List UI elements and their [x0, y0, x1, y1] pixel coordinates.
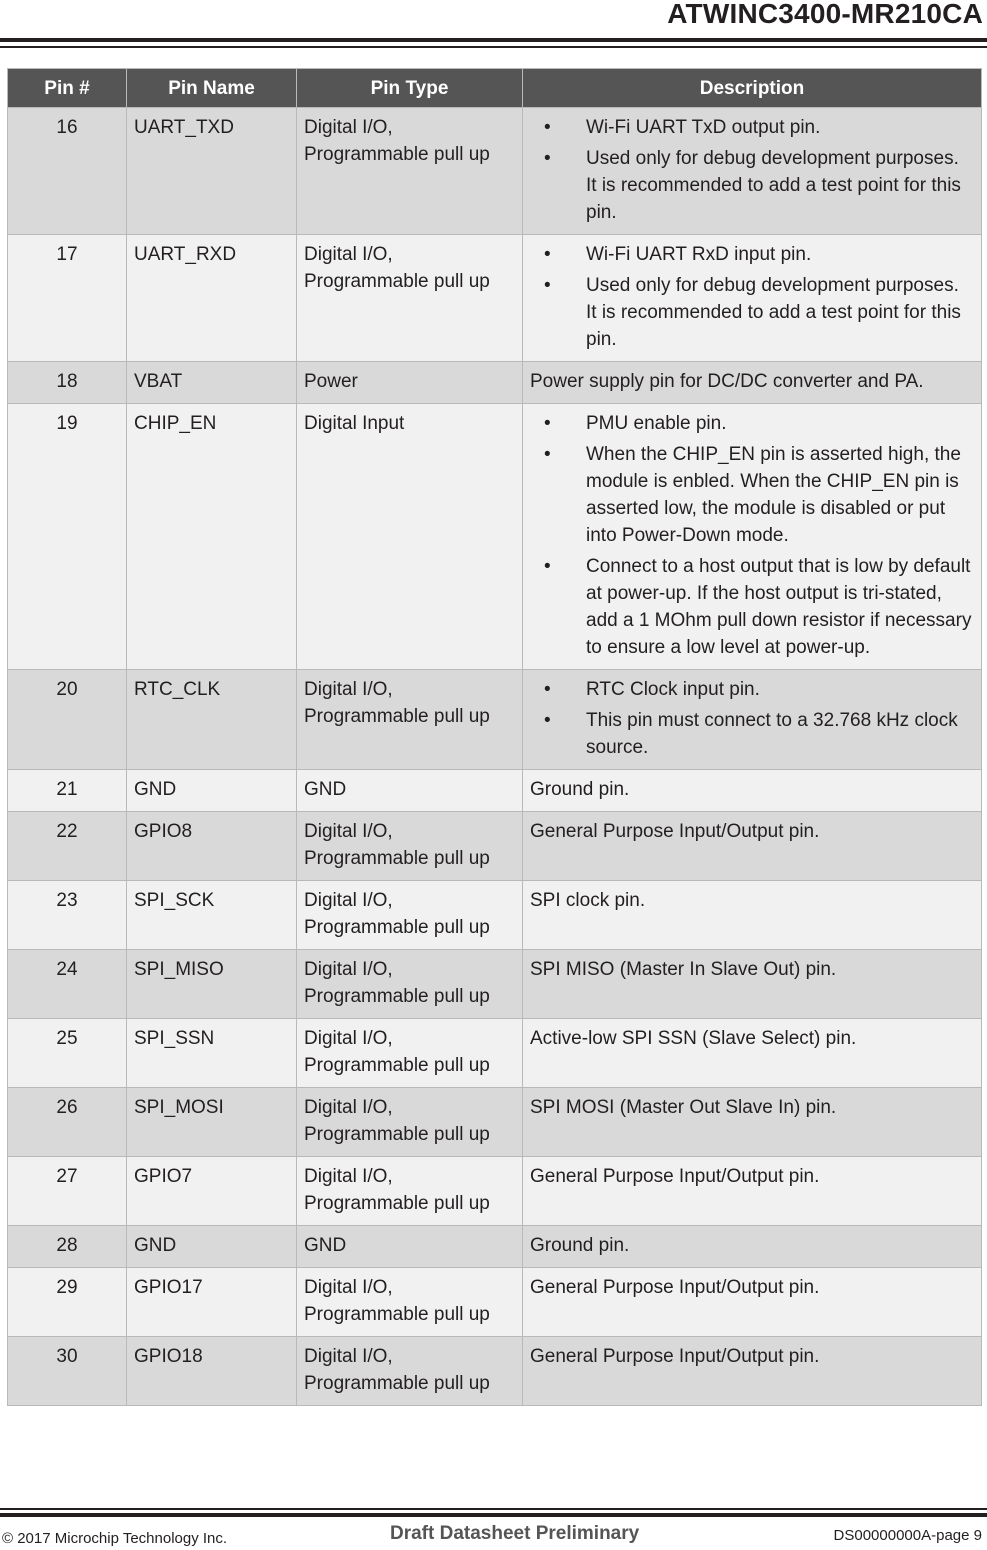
description-cell	[523, 362, 982, 404]
description-bullet-text: Wi-Fi UART TxD output pin.	[586, 117, 821, 138]
pin-type-line: Digital I/O,	[304, 821, 393, 842]
pin-name-cell: VBAT	[127, 362, 297, 404]
pin-name-cell: CHIP_EN	[127, 404, 297, 670]
pin-number-cell: 28	[8, 1226, 127, 1268]
pin-number-cell: 26	[8, 1088, 127, 1157]
description-text: Active-low SPI SSN (Slave Select) pin.	[530, 1028, 857, 1049]
pin-type-line: Programmable pull up	[304, 271, 490, 292]
description-cell	[523, 108, 982, 235]
pin-type-cell	[297, 881, 523, 950]
pin-number-cell: 23	[8, 881, 127, 950]
pin-number-cell: 25	[8, 1019, 127, 1088]
description-bullet-text: Wi-Fi UART RxD input pin.	[586, 244, 812, 265]
table-row	[8, 812, 982, 881]
column-header-pin-name: Pin Name	[127, 69, 297, 108]
pin-type-line: GND	[304, 779, 347, 800]
table-row	[8, 1157, 982, 1226]
description-bullet-list	[530, 410, 974, 661]
description-bullet-item	[530, 241, 974, 268]
pin-name-cell: SPI_MISO	[127, 950, 297, 1019]
table-row	[8, 1088, 982, 1157]
description-text: General Purpose Input/Output pin.	[530, 1166, 820, 1187]
description-bullet-text: RTC Clock input pin.	[586, 679, 760, 700]
table-header-row	[8, 69, 982, 108]
pin-type-cell	[297, 1226, 523, 1268]
description-cell	[523, 812, 982, 881]
description-bullet-list	[530, 114, 974, 226]
table-row	[8, 404, 982, 670]
pin-type-line: Programmable pull up	[304, 1055, 490, 1076]
description-bullet-item	[530, 441, 974, 549]
pin-number-cell: 16	[8, 108, 127, 235]
description-bullet-text: Used only for debug development purposes. It is recommended to add a test point for this pin.	[586, 148, 961, 223]
table-row	[8, 770, 982, 812]
description-text: SPI clock pin.	[530, 890, 646, 911]
pin-type-cell	[297, 235, 523, 362]
description-bullet-item	[530, 272, 974, 353]
pin-name-cell: UART_RXD	[127, 235, 297, 362]
description-cell	[523, 1268, 982, 1337]
pin-type-line: Digital I/O,	[304, 679, 393, 700]
pin-name-cell: RTC_CLK	[127, 670, 297, 770]
pin-type-line: Digital I/O,	[304, 1097, 393, 1118]
pin-type-line: Programmable pull up	[304, 848, 490, 869]
table-row	[8, 235, 982, 362]
description-cell	[523, 881, 982, 950]
bullet-icon: •	[544, 679, 551, 700]
description-bullet-text: PMU enable pin.	[586, 413, 727, 434]
pin-type-cell	[297, 362, 523, 404]
description-cell	[523, 1019, 982, 1088]
description-bullet-item	[530, 114, 974, 141]
pin-type-cell	[297, 950, 523, 1019]
table-row	[8, 1268, 982, 1337]
description-cell	[523, 404, 982, 670]
pin-name-cell: GPIO18	[127, 1337, 297, 1406]
pin-name-cell: GPIO17	[127, 1268, 297, 1337]
pin-name-cell: SPI_MOSI	[127, 1088, 297, 1157]
pin-type-line: Programmable pull up	[304, 1124, 490, 1145]
bullet-icon: •	[544, 148, 551, 169]
pin-number-cell: 22	[8, 812, 127, 881]
pin-type-line: Digital I/O,	[304, 1346, 393, 1367]
description-cell	[523, 1157, 982, 1226]
pin-type-cell	[297, 404, 523, 670]
description-bullet-item	[530, 410, 974, 437]
table-row	[8, 1226, 982, 1268]
table-body	[8, 108, 982, 1406]
bullet-icon: •	[544, 710, 551, 731]
description-cell	[523, 950, 982, 1019]
description-cell	[523, 1226, 982, 1268]
description-text: SPI MOSI (Master Out Slave In) pin.	[530, 1097, 837, 1118]
table-row	[8, 108, 982, 235]
header-rule-thin	[0, 46, 987, 48]
pin-name-cell: SPI_SSN	[127, 1019, 297, 1088]
pin-name-cell: UART_TXD	[127, 108, 297, 235]
pin-type-cell	[297, 1019, 523, 1088]
pin-type-cell	[297, 670, 523, 770]
pin-type-line: Programmable pull up	[304, 144, 490, 165]
description-cell	[523, 1337, 982, 1406]
description-cell	[523, 770, 982, 812]
pin-type-line: GND	[304, 1235, 347, 1256]
description-bullet-item	[530, 676, 974, 703]
description-bullet-text: This pin must connect to a 32.768 kHz clock source.	[586, 710, 958, 758]
description-bullet-text: Used only for debug development purposes. It is recommended to add a test point for this pin.	[586, 275, 961, 350]
table-row	[8, 881, 982, 950]
pin-type-cell	[297, 1088, 523, 1157]
pin-name-cell: GPIO8	[127, 812, 297, 881]
pin-description-table	[7, 68, 982, 1406]
description-bullet-item	[530, 707, 974, 761]
pin-type-line: Digital I/O,	[304, 1166, 393, 1187]
header-rule-thick	[0, 38, 987, 42]
description-text: Ground pin.	[530, 779, 630, 800]
pin-type-line: Digital I/O,	[304, 117, 393, 138]
description-bullet-item	[530, 145, 974, 226]
pin-type-line: Programmable pull up	[304, 1193, 490, 1214]
footer-status: Draft Datasheet Preliminary	[390, 1523, 640, 1544]
column-header-pin-number: Pin #	[8, 69, 127, 108]
pin-number-cell: 18	[8, 362, 127, 404]
table-row	[8, 950, 982, 1019]
pin-name-cell: GPIO7	[127, 1157, 297, 1226]
description-bullet-list	[530, 241, 974, 353]
bullet-icon: •	[544, 275, 551, 296]
pin-number-cell: 19	[8, 404, 127, 670]
pin-number-cell: 20	[8, 670, 127, 770]
pin-type-cell	[297, 1157, 523, 1226]
pin-number-cell: 21	[8, 770, 127, 812]
footer-copyright: © 2017 Microchip Technology Inc.	[2, 1530, 228, 1547]
footer-rule-thick	[0, 1513, 987, 1517]
pin-type-line: Programmable pull up	[304, 1373, 490, 1394]
pin-number-cell: 29	[8, 1268, 127, 1337]
pin-type-line: Digital I/O,	[304, 244, 393, 265]
bullet-icon: •	[544, 444, 551, 465]
pin-type-line: Power	[304, 371, 358, 392]
description-text: General Purpose Input/Output pin.	[530, 1346, 820, 1367]
pin-type-cell	[297, 108, 523, 235]
pin-type-line: Digital I/O,	[304, 1028, 393, 1049]
pin-name-cell: SPI_SCK	[127, 881, 297, 950]
pin-number-cell: 27	[8, 1157, 127, 1226]
description-bullet-text: Connect to a host output that is low by default at power-up. If the host output is tri-stated, add a 1 MOhm pull down resistor if necessary to ensure a low level at power-up.	[586, 556, 972, 658]
table-row	[8, 1019, 982, 1088]
footer-page-reference: DS00000000A-page 9	[833, 1527, 982, 1544]
column-header-pin-type: Pin Type	[297, 69, 523, 108]
bullet-icon: •	[544, 413, 551, 434]
bullet-icon: •	[544, 244, 551, 265]
description-bullet-list	[530, 676, 974, 761]
pin-type-cell	[297, 1268, 523, 1337]
pin-type-line: Digital I/O,	[304, 1277, 393, 1298]
table-row	[8, 1337, 982, 1406]
pin-type-line: Programmable pull up	[304, 1304, 490, 1325]
pin-name-cell: GND	[127, 1226, 297, 1268]
pin-type-line: Programmable pull up	[304, 917, 490, 938]
description-text: General Purpose Input/Output pin.	[530, 821, 820, 842]
pin-name-cell: GND	[127, 770, 297, 812]
pin-number-cell: 24	[8, 950, 127, 1019]
pin-type-cell	[297, 812, 523, 881]
pin-type-line: Digital Input	[304, 413, 405, 434]
table-row	[8, 362, 982, 404]
description-cell	[523, 235, 982, 362]
description-text: Ground pin.	[530, 1235, 630, 1256]
description-cell	[523, 1088, 982, 1157]
pin-type-line: Digital I/O,	[304, 959, 393, 980]
bullet-icon: •	[544, 556, 551, 577]
pin-type-cell	[297, 770, 523, 812]
description-text: Power supply pin for DC/DC converter and PA.	[530, 371, 924, 392]
description-text: General Purpose Input/Output pin.	[530, 1277, 820, 1298]
footer-rule-thin	[0, 1508, 987, 1510]
pin-type-line: Programmable pull up	[304, 986, 490, 1007]
pin-number-cell: 30	[8, 1337, 127, 1406]
pin-type-line: Digital I/O,	[304, 890, 393, 911]
pin-type-cell	[297, 1337, 523, 1406]
description-text: SPI MISO (Master In Slave Out) pin.	[530, 959, 837, 980]
description-cell	[523, 670, 982, 770]
pin-number-cell: 17	[8, 235, 127, 362]
description-bullet-item	[530, 553, 974, 661]
document-title: ATWINC3400-MR210CA	[667, 0, 983, 29]
column-header-description: Description	[523, 69, 982, 108]
bullet-icon: •	[544, 117, 551, 138]
description-bullet-text: When the CHIP_EN pin is asserted high, the module is enbled. When the CHIP_EN pin is asserted low, the module is disabled or put into Power-Down mode.	[586, 444, 961, 546]
pin-type-line: Programmable pull up	[304, 706, 490, 727]
table-row	[8, 670, 982, 770]
